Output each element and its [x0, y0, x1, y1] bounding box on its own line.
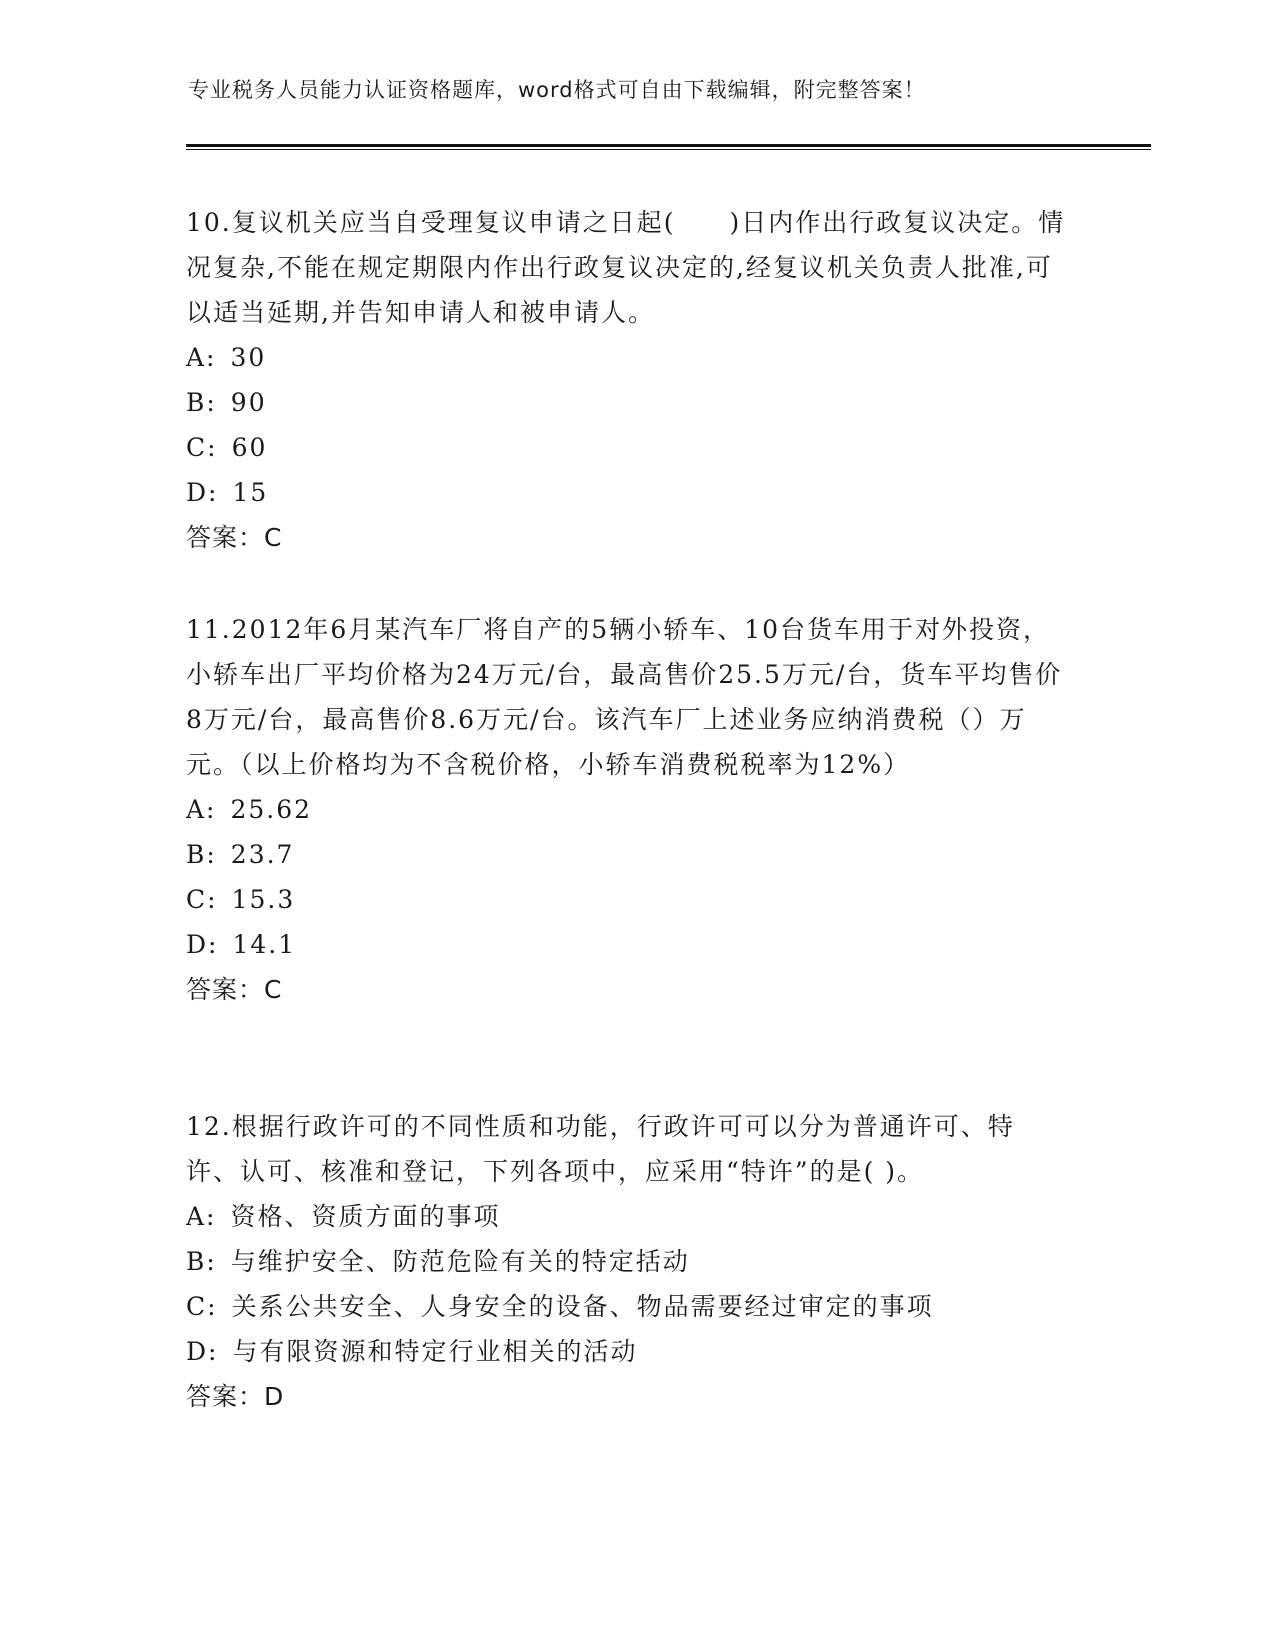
option-value: 25.62	[230, 795, 313, 824]
option-key: A:	[186, 1202, 217, 1231]
option-key: C:	[186, 885, 218, 914]
question-11	[186, 607, 1066, 1012]
question-text: 10.复议机关应当自受理复议申请之日起( )日内作出行政复议决定。情况复杂,不能在规定期限内作出行政复议决定的,经复议机关负责人批准,可以适当延期,并告知申请人和被申请人。	[186, 208, 1066, 327]
option-value: 15.3	[231, 885, 296, 914]
option-key: C:	[186, 433, 218, 462]
option-key: B:	[186, 1247, 217, 1276]
option-value: 与有限资源和特定行业相关的活动	[232, 1337, 638, 1366]
option-b	[186, 1239, 1066, 1284]
option-d	[186, 470, 1066, 515]
option-b	[186, 832, 1066, 877]
option-d	[186, 1329, 1066, 1374]
option-value: 关系公共安全、人身安全的设备、物品需要经过审定的事项	[231, 1292, 934, 1321]
option-c	[186, 877, 1066, 922]
question-12	[186, 1104, 1066, 1419]
option-key: B:	[186, 388, 217, 417]
option-value: 90	[230, 388, 267, 417]
option-value: 与维护安全、防范危险有关的特定括动	[230, 1247, 690, 1276]
option-key: C:	[186, 1292, 218, 1321]
option-value: 30	[230, 343, 267, 372]
option-c	[186, 1284, 1066, 1329]
option-value: 14.1	[232, 930, 297, 959]
page-header: 专业税务人员能力认证资格题库，word格式可自由下载编辑，附完整答案！	[188, 78, 926, 102]
question-text: 11.2012年6月某汽车厂将自产的5辆小轿车、10台货车用于对外投资，小轿车出厂平均价格为24万元/台，最高售价25.5万元/台，货车平均售价8万元/台，最高售价8.6万元/台。该汽车厂上述业务应纳消费税（）万元。（以上价格均为不含税价格，小轿车消费税税率为12%）	[186, 615, 1063, 779]
answer-line: 答案：C	[186, 975, 283, 1004]
option-key: D:	[186, 478, 219, 507]
header-divider	[186, 144, 1151, 150]
option-c	[186, 425, 1066, 470]
answer-line: 答案：D	[186, 1382, 285, 1411]
question-text: 12.根据行政许可的不同性质和功能，行政许可可以分为普通许可、特许、认可、核准和登记，下列各项中，应采用“特许”的是( )。	[186, 1112, 1015, 1186]
option-key: A:	[186, 343, 217, 372]
answer-line: 答案：C	[186, 523, 283, 552]
option-a	[186, 335, 1066, 380]
option-b	[186, 380, 1066, 425]
option-key: D:	[186, 930, 219, 959]
option-key: B:	[186, 840, 217, 869]
divider-thick-line	[186, 144, 1151, 147]
option-a	[186, 787, 1066, 832]
option-value: 15	[232, 478, 269, 507]
question-10	[186, 200, 1066, 560]
option-key: D:	[186, 1337, 219, 1366]
option-value: 60	[231, 433, 268, 462]
option-value: 23.7	[230, 840, 295, 869]
option-a	[186, 1194, 1066, 1239]
option-d	[186, 922, 1066, 967]
option-value: 资格、资质方面的事项	[230, 1202, 501, 1231]
divider-thin-line	[186, 149, 1151, 150]
option-key: A:	[186, 795, 217, 824]
